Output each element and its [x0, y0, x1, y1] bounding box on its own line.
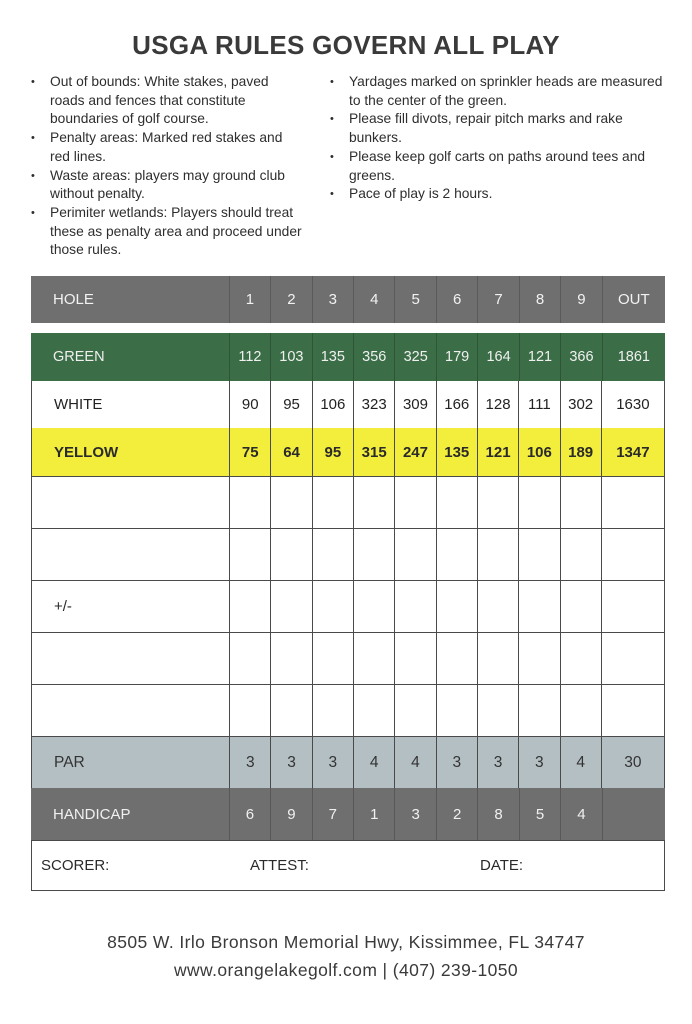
yardage-cell: 166	[437, 381, 478, 428]
rule-divots: • Please fill divots, repair pitch marks and rake bunkers.	[330, 110, 665, 147]
score-cell[interactable]	[313, 685, 354, 736]
scorecard-table	[31, 276, 665, 892]
yardage-cell: 106	[519, 428, 560, 476]
score-cell[interactable]	[437, 581, 478, 632]
handicap-cell: 3	[395, 788, 436, 840]
handicap-cell: 8	[478, 788, 519, 840]
yardage-cell: 75	[230, 428, 271, 476]
yardage-cell: 90	[230, 381, 271, 428]
par-cell: 4	[395, 737, 436, 788]
hole-number: 2	[271, 276, 312, 323]
par-row	[31, 736, 665, 788]
score-cell[interactable]	[271, 581, 312, 632]
par-cell: 3	[437, 737, 478, 788]
handicap-label: HANDICAP	[31, 788, 230, 840]
score-cell[interactable]	[271, 529, 312, 580]
white-total: 1630	[616, 396, 650, 413]
score-cell[interactable]	[271, 477, 312, 528]
handicap-cell: 5	[520, 788, 561, 840]
score-cell[interactable]	[519, 633, 560, 684]
yardage-cell: 128	[478, 381, 519, 428]
score-cell[interactable]	[478, 633, 519, 684]
yardage-cell: 302	[561, 381, 602, 428]
yardage-cell: 111	[519, 381, 560, 428]
score-cell[interactable]	[354, 529, 395, 580]
yardage-cell: 315	[354, 428, 395, 476]
handicap-cell: 1	[354, 788, 395, 840]
score-cell[interactable]	[561, 529, 602, 580]
score-total-cell[interactable]	[602, 477, 664, 528]
yardage-cell: 309	[395, 381, 436, 428]
rule-pace-of-play: • Pace of play is 2 hours.	[330, 185, 665, 204]
score-cell[interactable]	[313, 633, 354, 684]
out-header: OUT	[618, 291, 650, 308]
par-label: PAR	[32, 737, 230, 788]
yardage-cell: 366	[561, 333, 602, 381]
player-name-cell[interactable]	[32, 685, 230, 736]
hole-number: 8	[520, 276, 561, 323]
score-cell[interactable]	[313, 529, 354, 580]
score-cell[interactable]	[271, 685, 312, 736]
score-cell[interactable]	[395, 529, 436, 580]
score-cell[interactable]	[478, 529, 519, 580]
score-cell[interactable]	[395, 685, 436, 736]
rule-perimeter-wetlands: • Perimiter wetlands: Players should treat these as penalty area and proceed under those rules.	[31, 204, 303, 260]
yardage-cell: 356	[354, 333, 395, 381]
yardage-cell: 121	[520, 333, 561, 381]
score-cell[interactable]	[354, 477, 395, 528]
yardage-cell: 179	[437, 333, 478, 381]
score-cell[interactable]	[230, 685, 271, 736]
score-cell[interactable]	[561, 633, 602, 684]
score-total-cell[interactable]	[602, 581, 664, 632]
score-cell[interactable]	[437, 633, 478, 684]
score-row-1	[31, 476, 665, 528]
hole-number: 6	[437, 276, 478, 323]
hole-number: 5	[395, 276, 436, 323]
handicap-row	[31, 788, 665, 840]
yardage-cell: 95	[313, 428, 354, 476]
yardage-cell: 106	[313, 381, 354, 428]
par-cell: 3	[271, 737, 312, 788]
score-cell[interactable]	[561, 581, 602, 632]
yellow-total: 1347	[616, 443, 650, 461]
course-address: 8505 W. Irlo Bronson Memorial Hwy, Kissimmee, FL 34747	[107, 932, 585, 952]
score-cell[interactable]	[437, 477, 478, 528]
yardage-cell: 112	[230, 333, 271, 381]
score-cell[interactable]	[230, 581, 271, 632]
score-cell[interactable]	[271, 633, 312, 684]
rule-waste-areas: • Waste areas: players may ground club without penalty.	[31, 167, 303, 204]
white-tee-row	[31, 381, 665, 428]
yardage-cell: 121	[478, 428, 519, 476]
yardage-cell: 247	[395, 428, 436, 476]
yardage-cell: 323	[354, 381, 395, 428]
attest-label: ATTEST:	[250, 857, 309, 874]
hole-number: 4	[354, 276, 395, 323]
score-row-2	[31, 528, 665, 580]
yellow-tee-row	[31, 428, 665, 476]
white-label: WHITE	[32, 381, 230, 428]
hole-number: 3	[313, 276, 354, 323]
par-cell: 3	[478, 737, 519, 788]
course-contact: www.orangelakegolf.com | (407) 239-1050	[173, 960, 519, 980]
score-cell[interactable]	[561, 477, 602, 528]
score-total-cell[interactable]	[602, 685, 664, 736]
score-cell[interactable]	[354, 633, 395, 684]
player-name-cell[interactable]	[32, 633, 230, 684]
handicap-cell: 9	[271, 788, 312, 840]
score-cell[interactable]	[437, 529, 478, 580]
score-total-cell[interactable]	[602, 633, 664, 684]
score-cell[interactable]	[437, 685, 478, 736]
score-cell[interactable]	[478, 477, 519, 528]
rule-penalty-areas: • Penalty areas: Marked red stakes and red lines.	[31, 129, 303, 166]
par-cell: 3	[230, 737, 271, 788]
score-cell[interactable]	[395, 477, 436, 528]
score-row-4	[31, 632, 665, 684]
hole-number: 1	[230, 276, 271, 323]
score-row-5	[31, 684, 665, 736]
par-cell: 4	[561, 737, 602, 788]
score-cell[interactable]	[354, 685, 395, 736]
score-cell[interactable]	[395, 633, 436, 684]
rules-list-right	[330, 73, 665, 204]
yardage-cell: 189	[561, 428, 602, 476]
scorer-label: SCORER:	[41, 857, 110, 874]
score-cell[interactable]	[519, 529, 560, 580]
page-title: USGA RULES GOVERN ALL PLAY	[132, 30, 560, 60]
plus-minus-row	[31, 580, 665, 632]
yardage-cell: 103	[271, 333, 312, 381]
rule-out-of-bounds: • Out of bounds: White stakes, paved roads and fences that constitute boundaries of golf course.	[31, 73, 303, 129]
green-total: 1861	[617, 349, 650, 365]
plus-minus-label: +/-	[32, 581, 230, 632]
yellow-label: YELLOW	[32, 428, 230, 476]
par-cell: 3	[519, 737, 560, 788]
player-name-cell[interactable]	[32, 529, 230, 580]
yardage-cell: 164	[478, 333, 519, 381]
hole-label: HOLE	[31, 276, 230, 323]
rules-list-left	[31, 73, 303, 260]
yardage-cell: 95	[271, 381, 312, 428]
score-cell[interactable]	[354, 581, 395, 632]
score-cell[interactable]	[478, 685, 519, 736]
rule-golf-carts: • Please keep golf carts on paths around tees and greens.	[330, 148, 665, 185]
par-cell: 4	[354, 737, 395, 788]
score-cell[interactable]	[230, 529, 271, 580]
yardage-cell: 64	[271, 428, 312, 476]
hole-number: 7	[478, 276, 519, 323]
green-label: GREEN	[31, 333, 230, 381]
score-cell[interactable]	[395, 581, 436, 632]
score-cell[interactable]	[519, 477, 560, 528]
handicap-cell: 4	[561, 788, 602, 840]
hole-header-row	[31, 276, 665, 323]
signature-row	[31, 840, 665, 891]
handicap-total	[603, 788, 665, 840]
date-label: DATE:	[480, 857, 524, 874]
score-cell[interactable]	[519, 581, 560, 632]
handicap-cell: 2	[437, 788, 478, 840]
par-total: 30	[624, 753, 642, 771]
rule-yardages: • Yardages marked on sprinkler heads are measured to the center of the green.	[330, 73, 665, 110]
yardage-cell: 135	[313, 333, 354, 381]
score-cell[interactable]	[313, 477, 354, 528]
score-cell[interactable]	[478, 581, 519, 632]
handicap-cell: 6	[230, 788, 271, 840]
score-total-cell[interactable]	[602, 529, 664, 580]
score-cell[interactable]	[230, 633, 271, 684]
par-cell: 3	[313, 737, 354, 788]
green-tee-row	[31, 333, 665, 381]
yardage-cell: 135	[437, 428, 478, 476]
score-cell[interactable]	[313, 581, 354, 632]
score-cell[interactable]	[519, 685, 560, 736]
handicap-cell: 7	[313, 788, 354, 840]
player-name-cell[interactable]	[32, 477, 230, 528]
score-cell[interactable]	[561, 685, 602, 736]
score-cell[interactable]	[230, 477, 271, 528]
hole-number: 9	[561, 276, 602, 323]
yardage-cell: 325	[395, 333, 436, 381]
